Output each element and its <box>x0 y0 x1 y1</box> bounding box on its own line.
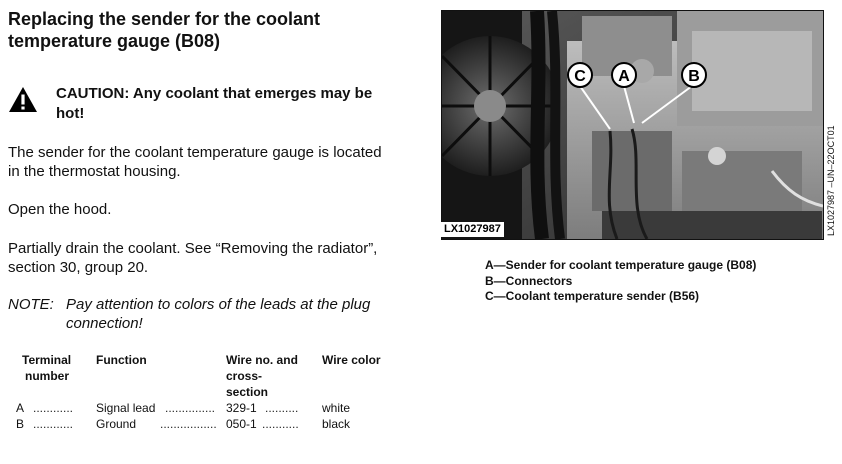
figure-side-code: LX1027987 –UN–22OCT01 <box>826 125 836 236</box>
header-line: section <box>226 385 269 399</box>
note-line: Pay attention to colors of the leads at the plug <box>66 296 371 313</box>
paragraph-line: section 30, group 20. <box>8 259 149 276</box>
figure-label: LX1027987 <box>441 222 504 237</box>
open-hood-paragraph: Open the hood. <box>8 201 112 218</box>
table-cell-function: Signal lead <box>96 401 156 415</box>
leader-dots: ........... <box>262 417 299 431</box>
paragraph-line: in the thermostat housing. <box>8 163 181 180</box>
page-title-line: Replacing the sender for the coolant <box>8 9 321 29</box>
drain-coolant-paragraph <box>8 239 418 277</box>
header-wire-color: Wire color <box>322 353 381 367</box>
legend-item: A—Sender for coolant temperature gauge (B08) <box>485 258 757 272</box>
note-text <box>66 295 406 333</box>
leader-dots: ............ <box>33 401 74 415</box>
page-title-line: temperature gauge (B08) <box>8 31 221 51</box>
table-cell-color: white <box>322 401 351 415</box>
table-cell-terminal: A <box>16 401 25 415</box>
leader-dots: .......... <box>265 401 299 415</box>
header-line: number <box>25 369 70 383</box>
header-function: Function <box>96 353 147 367</box>
leader-dots: ............... <box>165 401 216 415</box>
leader-dots: ................. <box>160 417 217 431</box>
sender-location-paragraph <box>8 143 418 181</box>
table-cell-function: Ground <box>96 417 137 431</box>
paragraph-line: Partially drain the coolant. See “Removing the radiator”, <box>8 240 378 257</box>
page-title <box>8 8 408 52</box>
figure-legend <box>485 258 825 305</box>
table-cell-color: black <box>322 417 351 431</box>
engine-photo <box>441 10 824 240</box>
warning-triangle-icon <box>8 86 38 113</box>
table-cell-wire: 050-1 <box>226 417 257 431</box>
callout-b: B <box>688 68 700 85</box>
caution-line: CAUTION: Any coolant that emerges may be <box>56 85 373 102</box>
callout-c: C <box>574 68 586 85</box>
leader-dots: ............ <box>33 417 74 431</box>
header-wire-number <box>226 352 298 400</box>
legend-item: B—Connectors <box>485 273 573 288</box>
paragraph-line: The sender for the coolant temperature gauge is located <box>8 144 382 161</box>
note-line: connection! <box>66 315 143 332</box>
caution-text <box>56 84 416 124</box>
header-terminal <box>22 352 71 384</box>
engine-illustration <box>442 11 823 239</box>
note-label: NOTE: <box>8 296 54 313</box>
header-line: Terminal <box>22 353 72 367</box>
table-cell-terminal: B <box>16 417 25 431</box>
callout-a: A <box>618 68 630 85</box>
table-cell-wire: 329-1 <box>226 401 257 415</box>
caution-line: hot! <box>56 105 85 122</box>
header-line: Wire no. and <box>226 353 298 367</box>
legend-item: C—Coolant temperature sender (B56) <box>485 289 700 303</box>
header-line: cross- <box>226 369 263 383</box>
caution-block <box>8 84 408 128</box>
